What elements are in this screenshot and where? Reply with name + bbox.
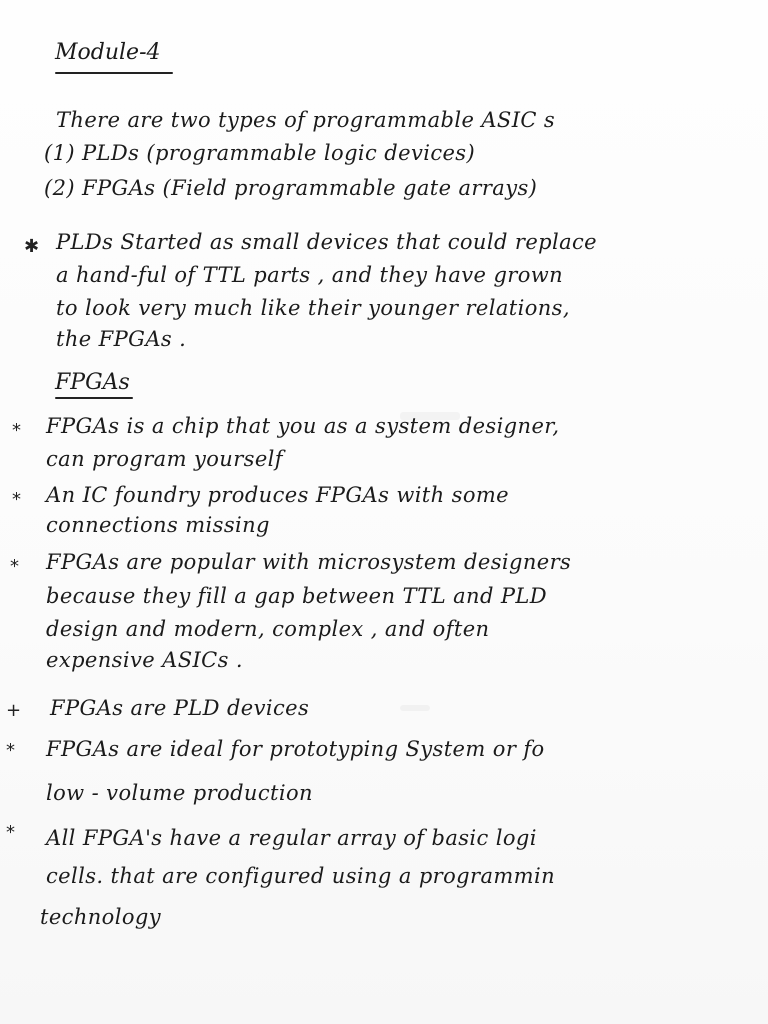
bullet-1-line-1: FPGAs is a chip that you as a system designer, [46,414,560,438]
intro-line-3: (2) FPGAs (Field programmable gate arrays) [44,176,538,200]
pld-note-line-3: to look very much like their younger relations, [56,296,570,320]
intro-line-2: (1) PLDs (programmable logic devices) [44,141,476,165]
bullet-mark: * [6,740,15,761]
bullet-5-line-2: low - volume production [46,781,313,805]
bullet-mark: * [12,489,21,510]
bullet-3-line-2: because they fill a gap between TTL and PLD [46,584,547,608]
bullet-4-line-1: FPGAs are PLD devices [50,696,310,720]
bullet-6-line-3: technology [40,905,161,929]
bullet-6-line-2: cells. that are configured using a programmin [46,864,556,888]
bullet-3-line-1: FPGAs are popular with microsystem designers [46,550,572,574]
pld-note-line-2: a hand-ful of TTL parts , and they have grown [56,263,564,287]
bullet-5-line-1: FPGAs are ideal for prototyping System or fo [46,737,545,761]
bullet-3-line-3: design and modern, complex , and often [46,617,490,641]
section-underline [55,397,133,399]
intro-line-1: There are two types of programmable ASIC s [56,108,556,132]
section-heading: FPGAs [55,370,130,395]
bullet-mark: * [6,822,15,843]
bullet-mark: * [12,420,21,441]
bullet-mark: * [10,556,19,577]
bullet-3-line-4: expensive ASICs . [46,648,243,672]
bullet-2-line-2: connections missing [46,513,270,537]
bullet-mark: + [6,700,22,721]
pld-note-line-4: the FPGAs . [56,327,187,351]
pld-note-line-1: PLDs Started as small devices that could replace [56,230,598,254]
paper-smudge [400,705,430,711]
bullet-6-line-1: All FPGA's have a regular array of basic logi [46,826,537,850]
bullet-1-line-2: can program yourself [46,447,283,471]
title-underline [55,72,173,74]
page-title: Module-4 [55,40,161,65]
bullet-asterisk: ✱ [24,236,40,257]
bullet-2-line-1: An IC foundry produces FPGAs with some [46,483,510,507]
